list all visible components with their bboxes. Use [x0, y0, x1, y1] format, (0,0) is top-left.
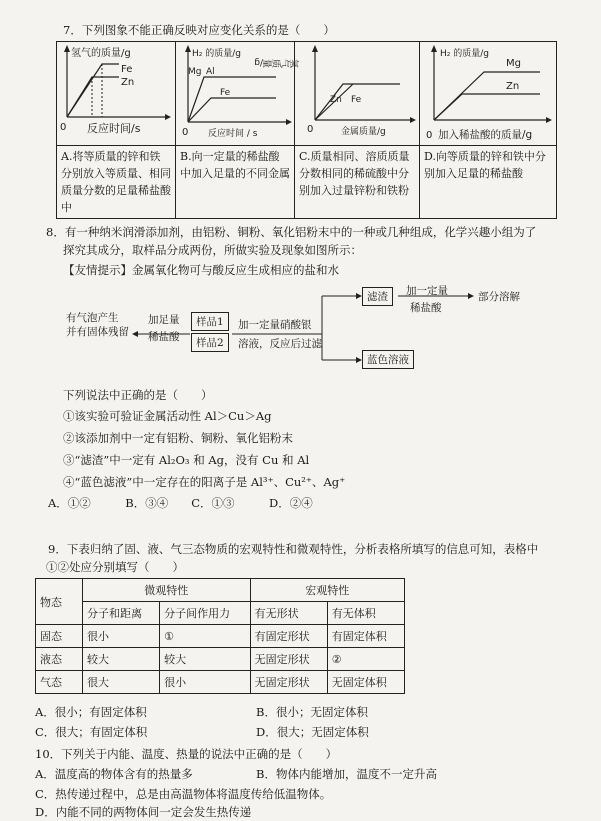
cell: 无固定形状: [250, 648, 327, 671]
table-row: [36, 671, 405, 694]
q8-options: A．①② B．③④ C．①③ D．②④: [48, 496, 313, 510]
th-distance: 分子和距离: [83, 602, 160, 625]
cell: 很小: [83, 625, 160, 648]
q9-option-a: A．很小；有固定体积: [35, 705, 147, 719]
flow-result-line2: 并有固体残留: [66, 326, 129, 338]
q7-table: [56, 41, 557, 219]
chart-c-xlabel: 金属质量/g: [341, 127, 386, 137]
chart-c-origin: 0: [307, 124, 314, 135]
flow-partial-dissolve: 部分溶解: [478, 291, 520, 303]
th-state: 物态: [36, 579, 83, 625]
chart-b-series-al: Al: [206, 67, 215, 77]
q10-stem: 10．下列关于内能、温度、热量的说法中正确的是（ ）: [35, 747, 338, 761]
chart-d-series-mg: Mg: [506, 58, 521, 69]
cell: 很小: [160, 671, 250, 694]
q9-line2: ①②处应分别填写（ ）: [46, 560, 184, 574]
q8-statement-2: ②该添加剂中一定有铝粉、铜粉、氧化铝粉末: [63, 431, 293, 445]
desc-c: C.质量相同、溶质质量分数相同的稀硫酸中分别加入过量锌粉和铁粉: [295, 146, 420, 219]
q10-option-d: D．内能不同的两物体间一定会发生热传递: [35, 805, 252, 819]
q9-line1: 9．下表归纳了固、液、气三态物质的宏观特性和微观特性，分析表格所填写的信息可知，表格中: [48, 542, 539, 556]
chart-a-origin: 0: [60, 122, 67, 133]
chart-c: [254, 42, 419, 145]
chart-b-origin: 0: [182, 127, 189, 138]
q10-option-a: A．温度高的物体含有的热量多: [35, 767, 193, 781]
chart-c-series-fe: Fe: [351, 95, 362, 105]
cell: 液态: [36, 648, 83, 671]
table-row: [36, 648, 405, 671]
desc-b: B.向一定量的稀盐酸中加入足量的不同金属: [176, 146, 295, 219]
q10-option-c: C．热传递过程中，总是由高温物体将温度传给低温物体。: [35, 787, 332, 801]
states-table: [35, 578, 405, 694]
chart-c-ylabel: 氢气质量/g: [254, 57, 299, 67]
flow-sample2: 样品2: [191, 333, 229, 352]
desc-d: D.向等质量的锌和铁中分别加入足量的稀盐酸: [420, 146, 557, 219]
cell: 气态: [36, 671, 83, 694]
cell: 较大: [160, 648, 250, 671]
cell: 有固定体积: [327, 625, 404, 648]
q9-option-b: B．很小；无固定体积: [256, 705, 368, 719]
chart-a-series-fe: Fe: [121, 64, 133, 75]
flow-add-hcl-line2: 稀盐酸: [410, 302, 442, 314]
flow-filter: 溶液，反应后过滤: [238, 338, 322, 350]
q8-question: 下列说法中正确的是（ ）: [63, 388, 213, 402]
flow-add-acid-line2: 稀盐酸: [148, 331, 180, 343]
chart-d: [420, 42, 556, 145]
chart-c-series-zn: Zn: [330, 95, 342, 105]
q8-statement-4: ④“蓝色滤液”中一定存在的阳离子是 Al³⁺、Cu²⁺、Ag⁺: [63, 475, 346, 489]
flow-add-hcl-line1: 加一定量: [406, 285, 448, 297]
chart-d-series-zn: Zn: [506, 81, 520, 92]
q8-tip: 【友情提示】金属氧化物可与酸反应生成相应的盐和水: [63, 263, 339, 277]
flow-add-acid-line1: 加足量: [148, 314, 180, 326]
q9-option-d: D．很大；无固定体积: [256, 725, 369, 739]
q8-statement-3: ③“滤渣”中一定有 Al₂O₃ 和 Ag，没有 Cu 和 Al: [63, 453, 310, 467]
th-macro: 宏观特性: [250, 579, 404, 602]
chart-d-xlabel: 加入稀盐酸的质量/g: [438, 129, 533, 141]
table-row: [36, 625, 405, 648]
chart-b-xlabel: 反应时间 / s: [208, 129, 258, 139]
chart-a-xlabel: 反应时间/s: [87, 122, 141, 135]
chart-a-series-zn: Zn: [121, 77, 135, 88]
flow-result-line1: 有气泡产生: [66, 312, 119, 324]
q8-line1: 8．有一种纳米润滑添加剂，由铝粉、铜粉、氧化铝粉末中的一种或几种组成，化学兴趣小组为了: [46, 225, 537, 239]
cell: ①: [160, 625, 250, 648]
flow-sample1: 样品1: [191, 312, 229, 331]
cell: 较大: [83, 648, 160, 671]
chart-b-series-mg: Mg: [188, 67, 202, 77]
q8-statement-1: ①该实验可验证金属活动性 Al＞Cu＞Ag: [63, 409, 272, 423]
chart-a: [57, 42, 175, 145]
th-shape: 有无形状: [250, 602, 327, 625]
th-volume: 有无体积: [327, 602, 404, 625]
flow-add-silver: 加一定量硝酸银: [238, 319, 312, 331]
chart-d-ylabel: H₂ 的质量/g: [440, 49, 489, 59]
flow-diagram: [60, 282, 550, 392]
q7-stem: 7．下列图象不能正确反映对应变化关系的是（ ）: [63, 23, 335, 37]
cell: ②: [327, 648, 404, 671]
cell: 无固定体积: [327, 671, 404, 694]
desc-a: A.将等质量的锌和铁分别放入等质量、相同质量分数的足量稀盐酸中: [57, 146, 176, 219]
flow-residue: 滤渣: [362, 287, 393, 306]
cell: 固态: [36, 625, 83, 648]
cell: 有固定形状: [250, 625, 327, 648]
flow-blue-solution: 蓝色溶液: [362, 350, 414, 369]
chart-b-series-fe: Fe: [220, 88, 231, 98]
chart-b-ylabel: H₂ 的质量/g: [192, 49, 241, 59]
th-force: 分子间作用力: [160, 602, 250, 625]
q10-option-b: B．物体内能增加，温度不一定升高: [256, 767, 437, 781]
cell: 很大: [83, 671, 160, 694]
chart-d-origin: 0: [426, 130, 433, 141]
th-micro: 微观特性: [83, 579, 251, 602]
cell: 无固定形状: [250, 671, 327, 694]
q9-option-c: C．很大；有固定体积: [35, 725, 148, 739]
chart-a-ylabel: 氢气的质量/g: [71, 48, 131, 59]
q8-line2: 探究其成分，取样品分成两份，所做实验及现象如图所示：: [63, 243, 362, 257]
